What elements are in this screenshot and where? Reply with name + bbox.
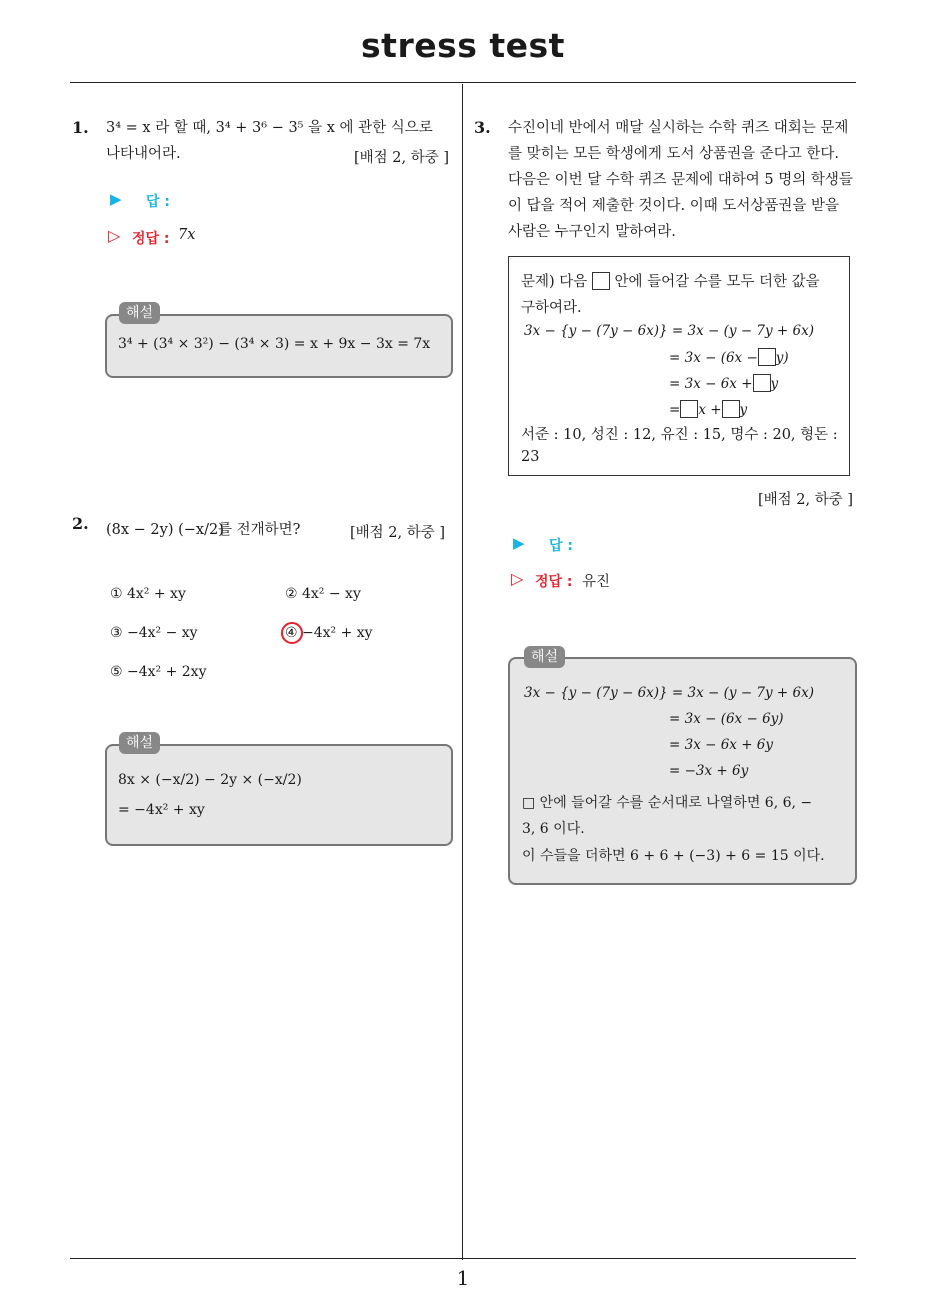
q3-stem-line4: 이 답을 적어 제출한 것이다. 이때 도서상품권을 받을 bbox=[508, 198, 840, 214]
q2-choice-1[interactable]: ① 4x² + xy bbox=[110, 586, 186, 602]
q1-stem-line1: 3⁴ = x 라 할 때, 3⁴ + 3⁶ − 3⁵ 을 x 에 관한 식으로 bbox=[106, 120, 433, 136]
q3-explanation-tab: 해설 bbox=[524, 646, 565, 668]
answer-arrow-icon: ▶ bbox=[110, 190, 122, 208]
header-rule bbox=[70, 82, 856, 83]
blank-box-icon bbox=[758, 348, 776, 366]
q1-stem-line2: 나타내어라. bbox=[106, 146, 181, 162]
q3-explanation-text1: □ 안에 들어갈 수를 순서대로 나열하면 6, 6, − bbox=[522, 795, 813, 811]
blank-box-icon bbox=[592, 272, 610, 290]
blank-box-icon bbox=[680, 400, 698, 418]
q1-correct-value: 7x bbox=[178, 227, 196, 243]
q3-box-line2: 구하여라. bbox=[521, 300, 582, 316]
q3-explanation-eq3: = 3x − 6x + 6y bbox=[669, 737, 774, 753]
q2-choice-3[interactable]: ③ −4x² − xy bbox=[110, 625, 198, 641]
q2-points: [배점 2, 하중 ] bbox=[350, 525, 446, 541]
q2-choice-2[interactable]: ② 4x² − xy bbox=[285, 586, 361, 602]
q1-points: [배점 2, 하중 ] bbox=[354, 150, 450, 166]
correct-arrow-icon: ▷ bbox=[511, 569, 524, 588]
blank-box-icon bbox=[753, 374, 771, 392]
q2-explanation-tab: 해설 bbox=[119, 732, 160, 754]
q3-correct-value: 유진 bbox=[582, 574, 611, 590]
q3-explanation-text2: 3, 6 이다. bbox=[522, 821, 585, 837]
q2-number: 2. bbox=[72, 514, 89, 533]
q3-number: 3. bbox=[474, 118, 491, 137]
q3-box-line1: 문제) 다음 안에 들어갈 수를 모두 더한 값을 bbox=[521, 274, 820, 290]
q3-stem-line1: 수진이네 반에서 매달 실시하는 수학 퀴즈 대회는 문제 bbox=[508, 120, 849, 136]
q3-explanation-eq2: = 3x − (6x − 6y) bbox=[669, 711, 784, 727]
column-divider bbox=[462, 84, 463, 1260]
q3-points: [배점 2, 하중 ] bbox=[758, 492, 854, 508]
q2-stem-math: (8x − 2y) (−x/2) bbox=[106, 522, 224, 538]
page-number: 1 bbox=[456, 1266, 470, 1290]
q2-choice-5[interactable]: ⑤ −4x² + 2xy bbox=[110, 664, 207, 680]
q1-correct-label: 정답 : bbox=[132, 231, 170, 247]
page-title: stress test bbox=[361, 26, 565, 65]
q3-box-eq3: = 3x − 6x + y bbox=[669, 376, 779, 392]
selected-answer-circle-icon bbox=[281, 622, 303, 644]
q1-answer-label: 답 : bbox=[146, 194, 170, 210]
q3-explanation-eq1: 3x − {y − (7y − 6x)} = 3x − (y − 7y + 6x) bbox=[524, 685, 814, 701]
blank-box-icon bbox=[722, 400, 740, 418]
q3-box-eq1: 3x − {y − (7y − 6x)} = 3x − (y − 7y + 6x) bbox=[524, 323, 814, 339]
q2-choice-4[interactable]: ④ −4x² + xy bbox=[285, 625, 373, 641]
footer-rule bbox=[70, 1258, 856, 1259]
q3-stem-line3: 다음은 이번 달 수학 퀴즈 문제에 대하여 5 명의 학생들 bbox=[508, 172, 853, 188]
q3-box-students-line1: 서준 : 10, 성진 : 12, 유진 : 15, 명수 : 20, 형돈 : bbox=[521, 427, 838, 443]
q3-explanation-text3: 이 수들을 더하면 6 + 6 + (−3) + 6 = 15 이다. bbox=[522, 848, 825, 864]
q3-stem-line5: 사람은 누구인지 말하여라. bbox=[508, 224, 676, 240]
q1-explanation-line: 3⁴ + (3⁴ × 3²) − (3⁴ × 3) = x + 9x − 3x = 7x bbox=[118, 336, 431, 352]
q3-box-eq2: = 3x − (6x − y) bbox=[669, 350, 789, 366]
q2-stem-text: 를 전개하면? bbox=[218, 522, 301, 538]
q3-answer-label: 답 : bbox=[549, 538, 573, 554]
q2-explanation-line2: = −4x² + xy bbox=[118, 802, 205, 818]
q3-box-eq4: = x + y bbox=[669, 402, 748, 418]
q3-correct-label: 정답 : bbox=[535, 574, 573, 590]
q1-number: 1. bbox=[72, 118, 89, 137]
q2-explanation-line1: 8x × (−x/2) − 2y × (−x/2) bbox=[118, 772, 302, 788]
q3-box-students-line2: 23 bbox=[521, 449, 540, 465]
q3-stem-line2: 를 맞히는 모든 학생에게 도서 상품권을 준다고 한다. bbox=[508, 146, 840, 162]
correct-arrow-icon: ▷ bbox=[108, 226, 121, 245]
q1-explanation-tab: 해설 bbox=[119, 302, 160, 324]
q2-explanation-box bbox=[105, 744, 453, 846]
q3-explanation-eq4: = −3x + 6y bbox=[669, 763, 749, 779]
answer-arrow-icon: ▶ bbox=[513, 534, 525, 552]
